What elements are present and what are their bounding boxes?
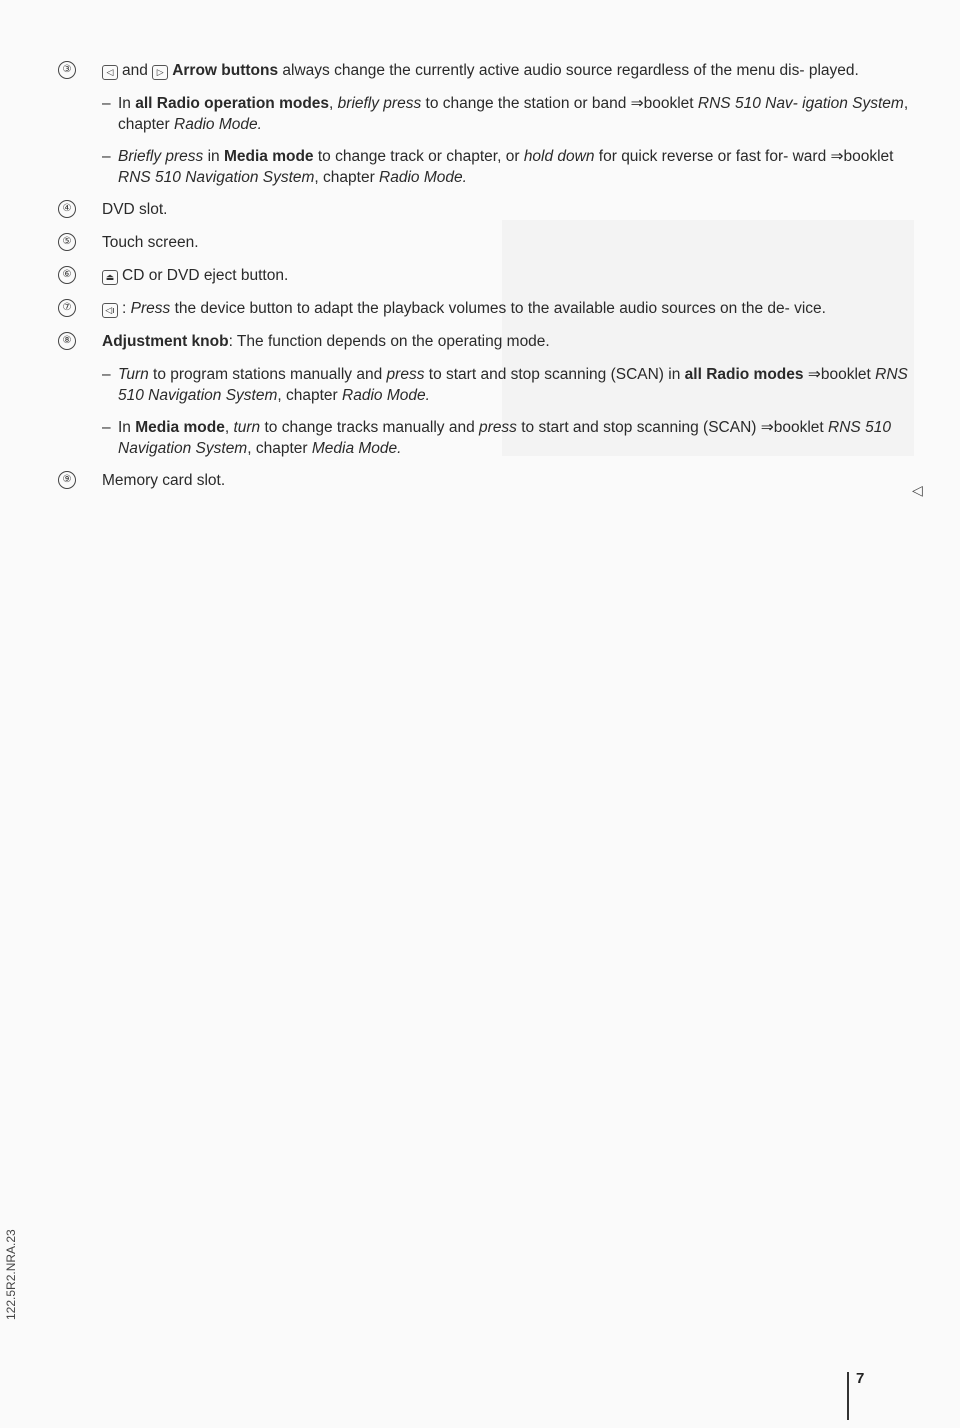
legend-list bbox=[58, 60, 918, 503]
sub-bullet: – In Media mode, turn to change tracks manually and press to start and stop scanning (SCAN) ⇒booklet RNS 510 Navigation System, chapter Media Mode. bbox=[58, 417, 918, 459]
item-number: ⑨ bbox=[58, 471, 76, 489]
arrow-left-key-icon: ◁ bbox=[102, 65, 118, 80]
eject-key-icon: ⏏ bbox=[102, 270, 118, 285]
item-number: ⑥ bbox=[58, 266, 76, 284]
legend-item-5: ⑤ Touch screen. bbox=[58, 232, 918, 253]
volume-key-icon: ◁ı bbox=[102, 303, 118, 318]
item-number: ⑦ bbox=[58, 299, 76, 317]
sub-bullet: – In all Radio operation modes, briefly press to change the station or band ⇒booklet RNS 510 Nav- igation System, chapter Radio Mode. bbox=[58, 93, 918, 135]
legend-item-8: ⑧ Adjustment knob: The function depends on the operating mode. bbox=[58, 331, 918, 352]
document-code: 122.5R2.NRA.23 bbox=[4, 1229, 18, 1320]
item-number: ④ bbox=[58, 200, 76, 218]
page-number-rule bbox=[847, 1372, 849, 1420]
section-end-icon: ◁ bbox=[912, 482, 923, 498]
page-number: 7 bbox=[856, 1370, 865, 1387]
arrow-right-key-icon: ▷ bbox=[152, 65, 168, 80]
item-number: ⑧ bbox=[58, 332, 76, 350]
item-number: ③ bbox=[58, 61, 76, 79]
legend-item-3: ③ ◁ and ▷ Arrow buttons always change the currently active audio source regardless of the menu dis- played. bbox=[58, 60, 918, 81]
legend-item-9: ⑨ Memory card slot. bbox=[58, 470, 918, 491]
sub-bullet: – Briefly press in Media mode to change track or chapter, or hold down for quick reverse or fast for- ward ⇒booklet RNS 510 Navigation System, chapter Radio Mode. bbox=[58, 146, 918, 188]
sub-bullet: – Turn to program stations manually and press to start and stop scanning (SCAN) in all Radio modes ⇒booklet RNS 510 Navigation System, chapter Radio Mode. bbox=[58, 364, 918, 406]
item-number: ⑤ bbox=[58, 233, 76, 251]
legend-item-6: ⑥ ⏏ CD or DVD eject button. bbox=[58, 265, 918, 286]
legend-item-7: ⑦ ◁ı : Press the device button to adapt the playback volumes to the available audio sources on the de- vice. bbox=[58, 298, 918, 319]
legend-item-4: ④ DVD slot. bbox=[58, 199, 918, 220]
